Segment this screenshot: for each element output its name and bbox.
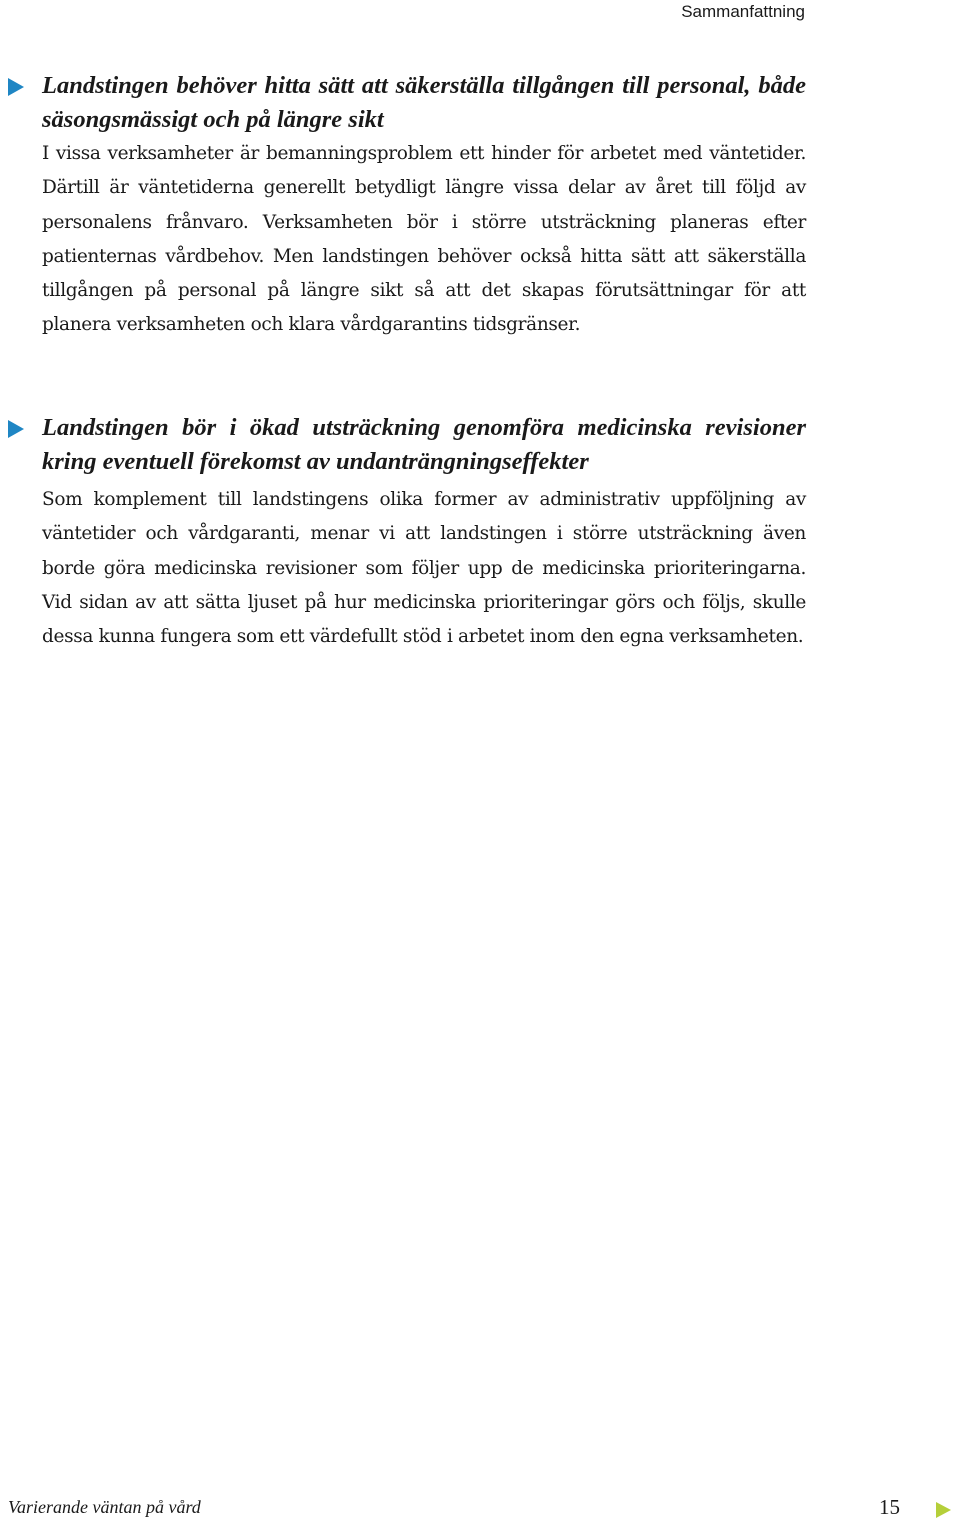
footer-triangle-right-icon bbox=[936, 1502, 951, 1518]
section-body: I vissa verksamheter är bemanningsproblem ett hinder för arbetet med väntetider. Därtill är väntetiderna generellt betydligt längre vissa delar av året till följd av personalens frånvaro. Verksamheten bör i större utsträckning planeras efter patienternas vårdbehov. Men landstingen behöver också hitta sätt att säkerställa tillgången på personal på längre sikt så att det skapas förutsättningar för att planera verksamheten och klara vårdgarantins tidsgränser. bbox=[42, 143, 806, 336]
page-number: 15 bbox=[879, 1495, 900, 1519]
section-heading bbox=[42, 411, 806, 479]
triangle-right-icon bbox=[8, 78, 24, 96]
section-heading-text: Landstingen behöver hitta sätt att säkerställa tillgången till personal, både säsongsmässigt och på längre sikt bbox=[42, 72, 806, 133]
running-head: Sammanfattning bbox=[681, 2, 805, 21]
section-heading bbox=[42, 69, 806, 137]
summary-section-1 bbox=[42, 69, 806, 343]
triangle-right-icon bbox=[8, 420, 24, 438]
section-heading-text: Landstingen bör i ökad utsträckning genomföra medicinska revisioner kring eventuell förekomst av undanträngningseffekter bbox=[42, 414, 806, 475]
footer-publication-title: Varierande väntan på vård bbox=[8, 1497, 201, 1517]
section-body: Som komplement till landstingens olika former av administrativ uppföljning av väntetider och vårdgaranti, menar vi att landstingen i större utsträckning även borde göra medicinska revisioner som följer upp de medicinska prioriteringarna. Vid sidan av att sätta ljuset på hur medicinska prioriteringar görs och följs, skulle dessa kunna fungera som ett värdefullt stöd i arbetet inom den egna verksamheten. bbox=[42, 489, 806, 648]
summary-section-2 bbox=[42, 411, 806, 654]
